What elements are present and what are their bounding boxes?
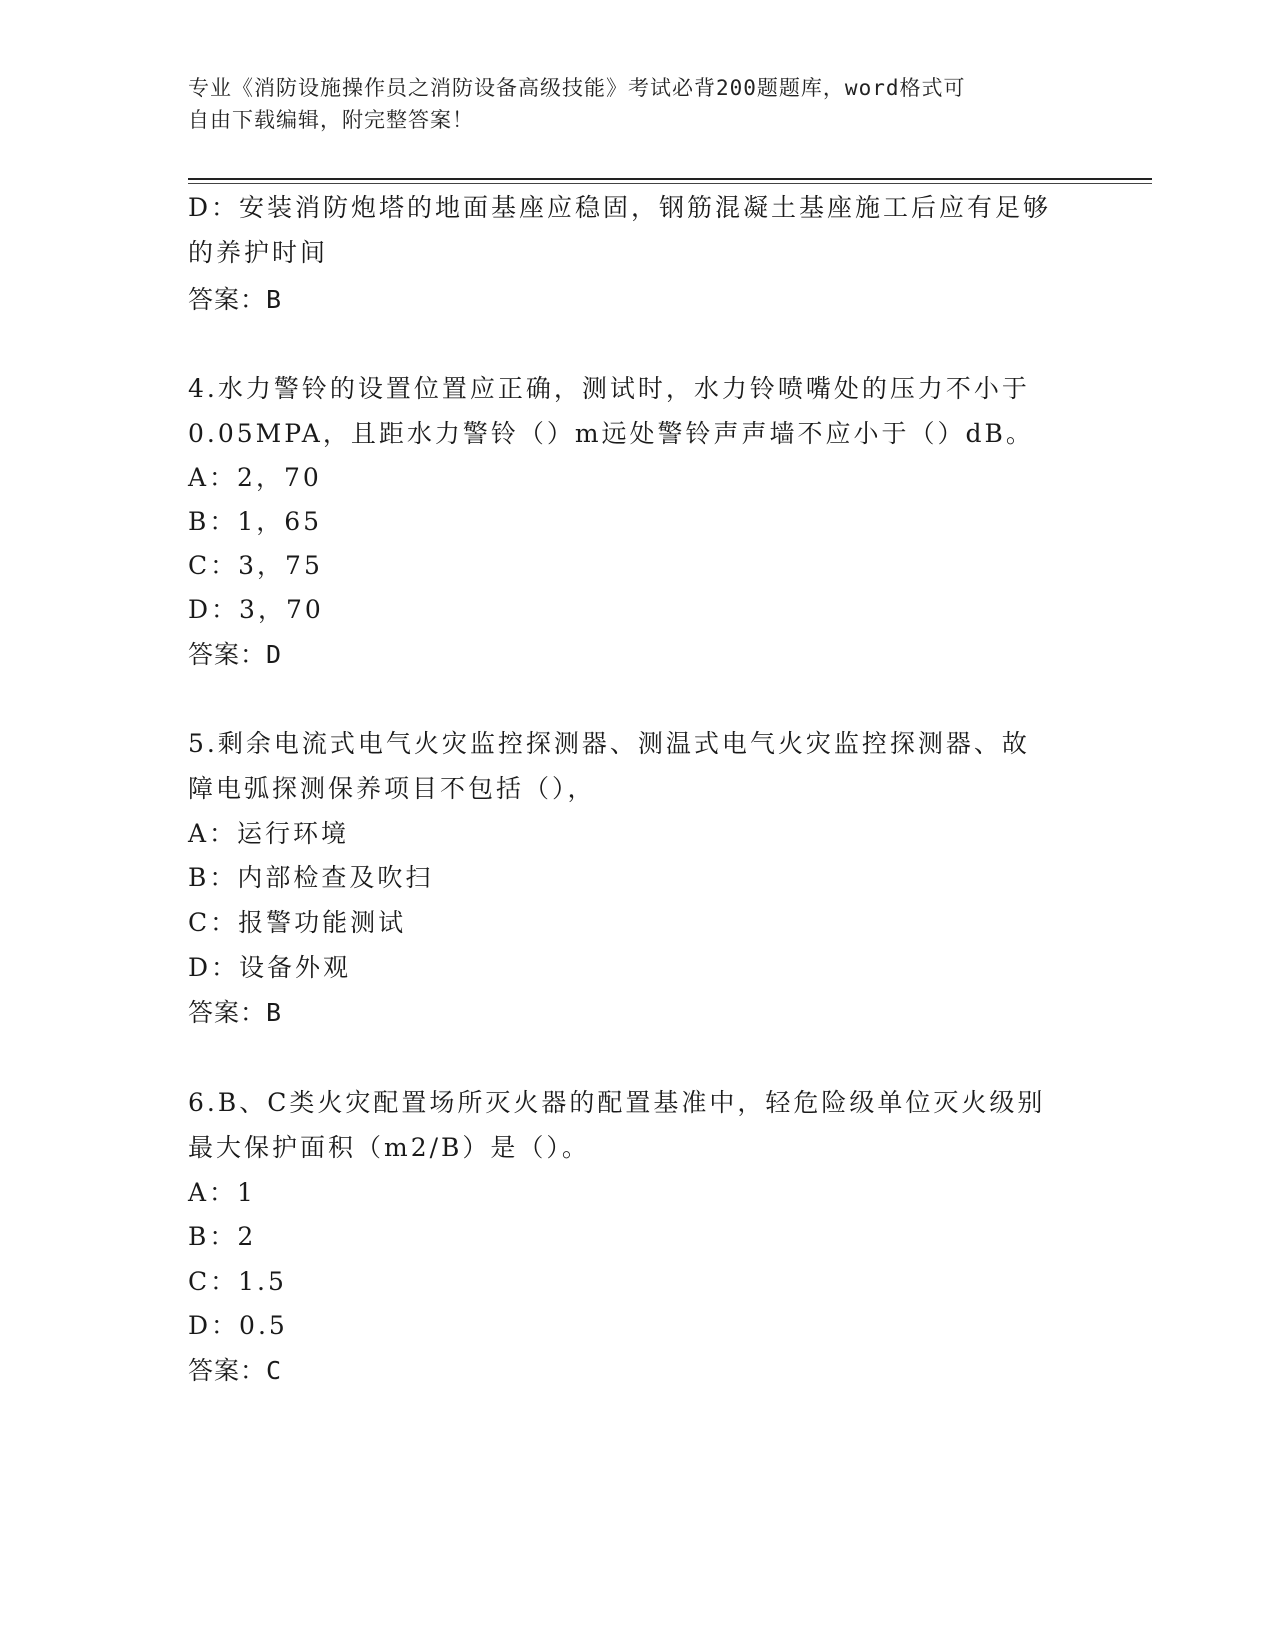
q4-stem-line-1: 4.水力警铃的设置位置应正确，测试时，水力铃喷嘴处的压力不小于	[188, 374, 1030, 403]
q6-option-d: D：0.5	[188, 1311, 288, 1340]
q4-answer: 答案：D	[188, 640, 283, 669]
header-rule-thin	[188, 183, 1152, 184]
q5-option-b: B：内部检查及吹扫	[188, 863, 434, 892]
q3-option-d-line-2: 的养护时间	[188, 238, 329, 267]
q6-stem-line-1: 6.B、C类火灾配置场所灭火器的配置基准中，轻危险级单位灭火级别	[188, 1088, 1046, 1117]
q3-answer: 答案：B	[188, 285, 283, 314]
q4-stem-line-2: 0.05MPA，且距水力警铃（）m远处警铃声声墙不应小于（）dB。	[188, 419, 1034, 448]
q4-option-c: C：3，75	[188, 551, 323, 580]
document-header	[188, 72, 1068, 136]
q6-option-a: A：1	[188, 1178, 256, 1207]
q4-option-a: A：2，70	[188, 463, 322, 492]
q5-option-a: A：运行环境	[188, 819, 350, 848]
q5-stem-line-1: 5.剩余电流式电气火灾监控探测器、测温式电气火灾监控探测器、故	[188, 729, 1030, 758]
header-rule-thick	[188, 178, 1152, 180]
q6-option-b: B：2	[188, 1222, 257, 1251]
q5-option-c: C：报警功能测试	[188, 908, 407, 937]
q5-answer: 答案：B	[188, 998, 283, 1027]
q5-option-d: D：设备外观	[188, 953, 352, 982]
header-line-1: 专业《消防设施操作员之消防设备高级技能》考试必背200题题库，word格式可	[188, 76, 966, 100]
q6-option-c: C：1.5	[188, 1267, 287, 1296]
q4-option-b: B：1，65	[188, 507, 323, 536]
q3-option-d-line-1: D：安装消防炮塔的地面基座应稳固，钢筋混凝土基座施工后应有足够	[188, 193, 1052, 222]
header-line-2: 自由下载编辑，附完整答案！	[188, 108, 474, 132]
q5-stem-line-2: 障电弧探测保养项目不包括（），	[188, 774, 596, 803]
q6-answer: 答案：C	[188, 1356, 283, 1385]
q6-stem-line-2: 最大保护面积（m2/B）是（）。	[188, 1133, 590, 1162]
q4-option-d: D：3，70	[188, 595, 324, 624]
